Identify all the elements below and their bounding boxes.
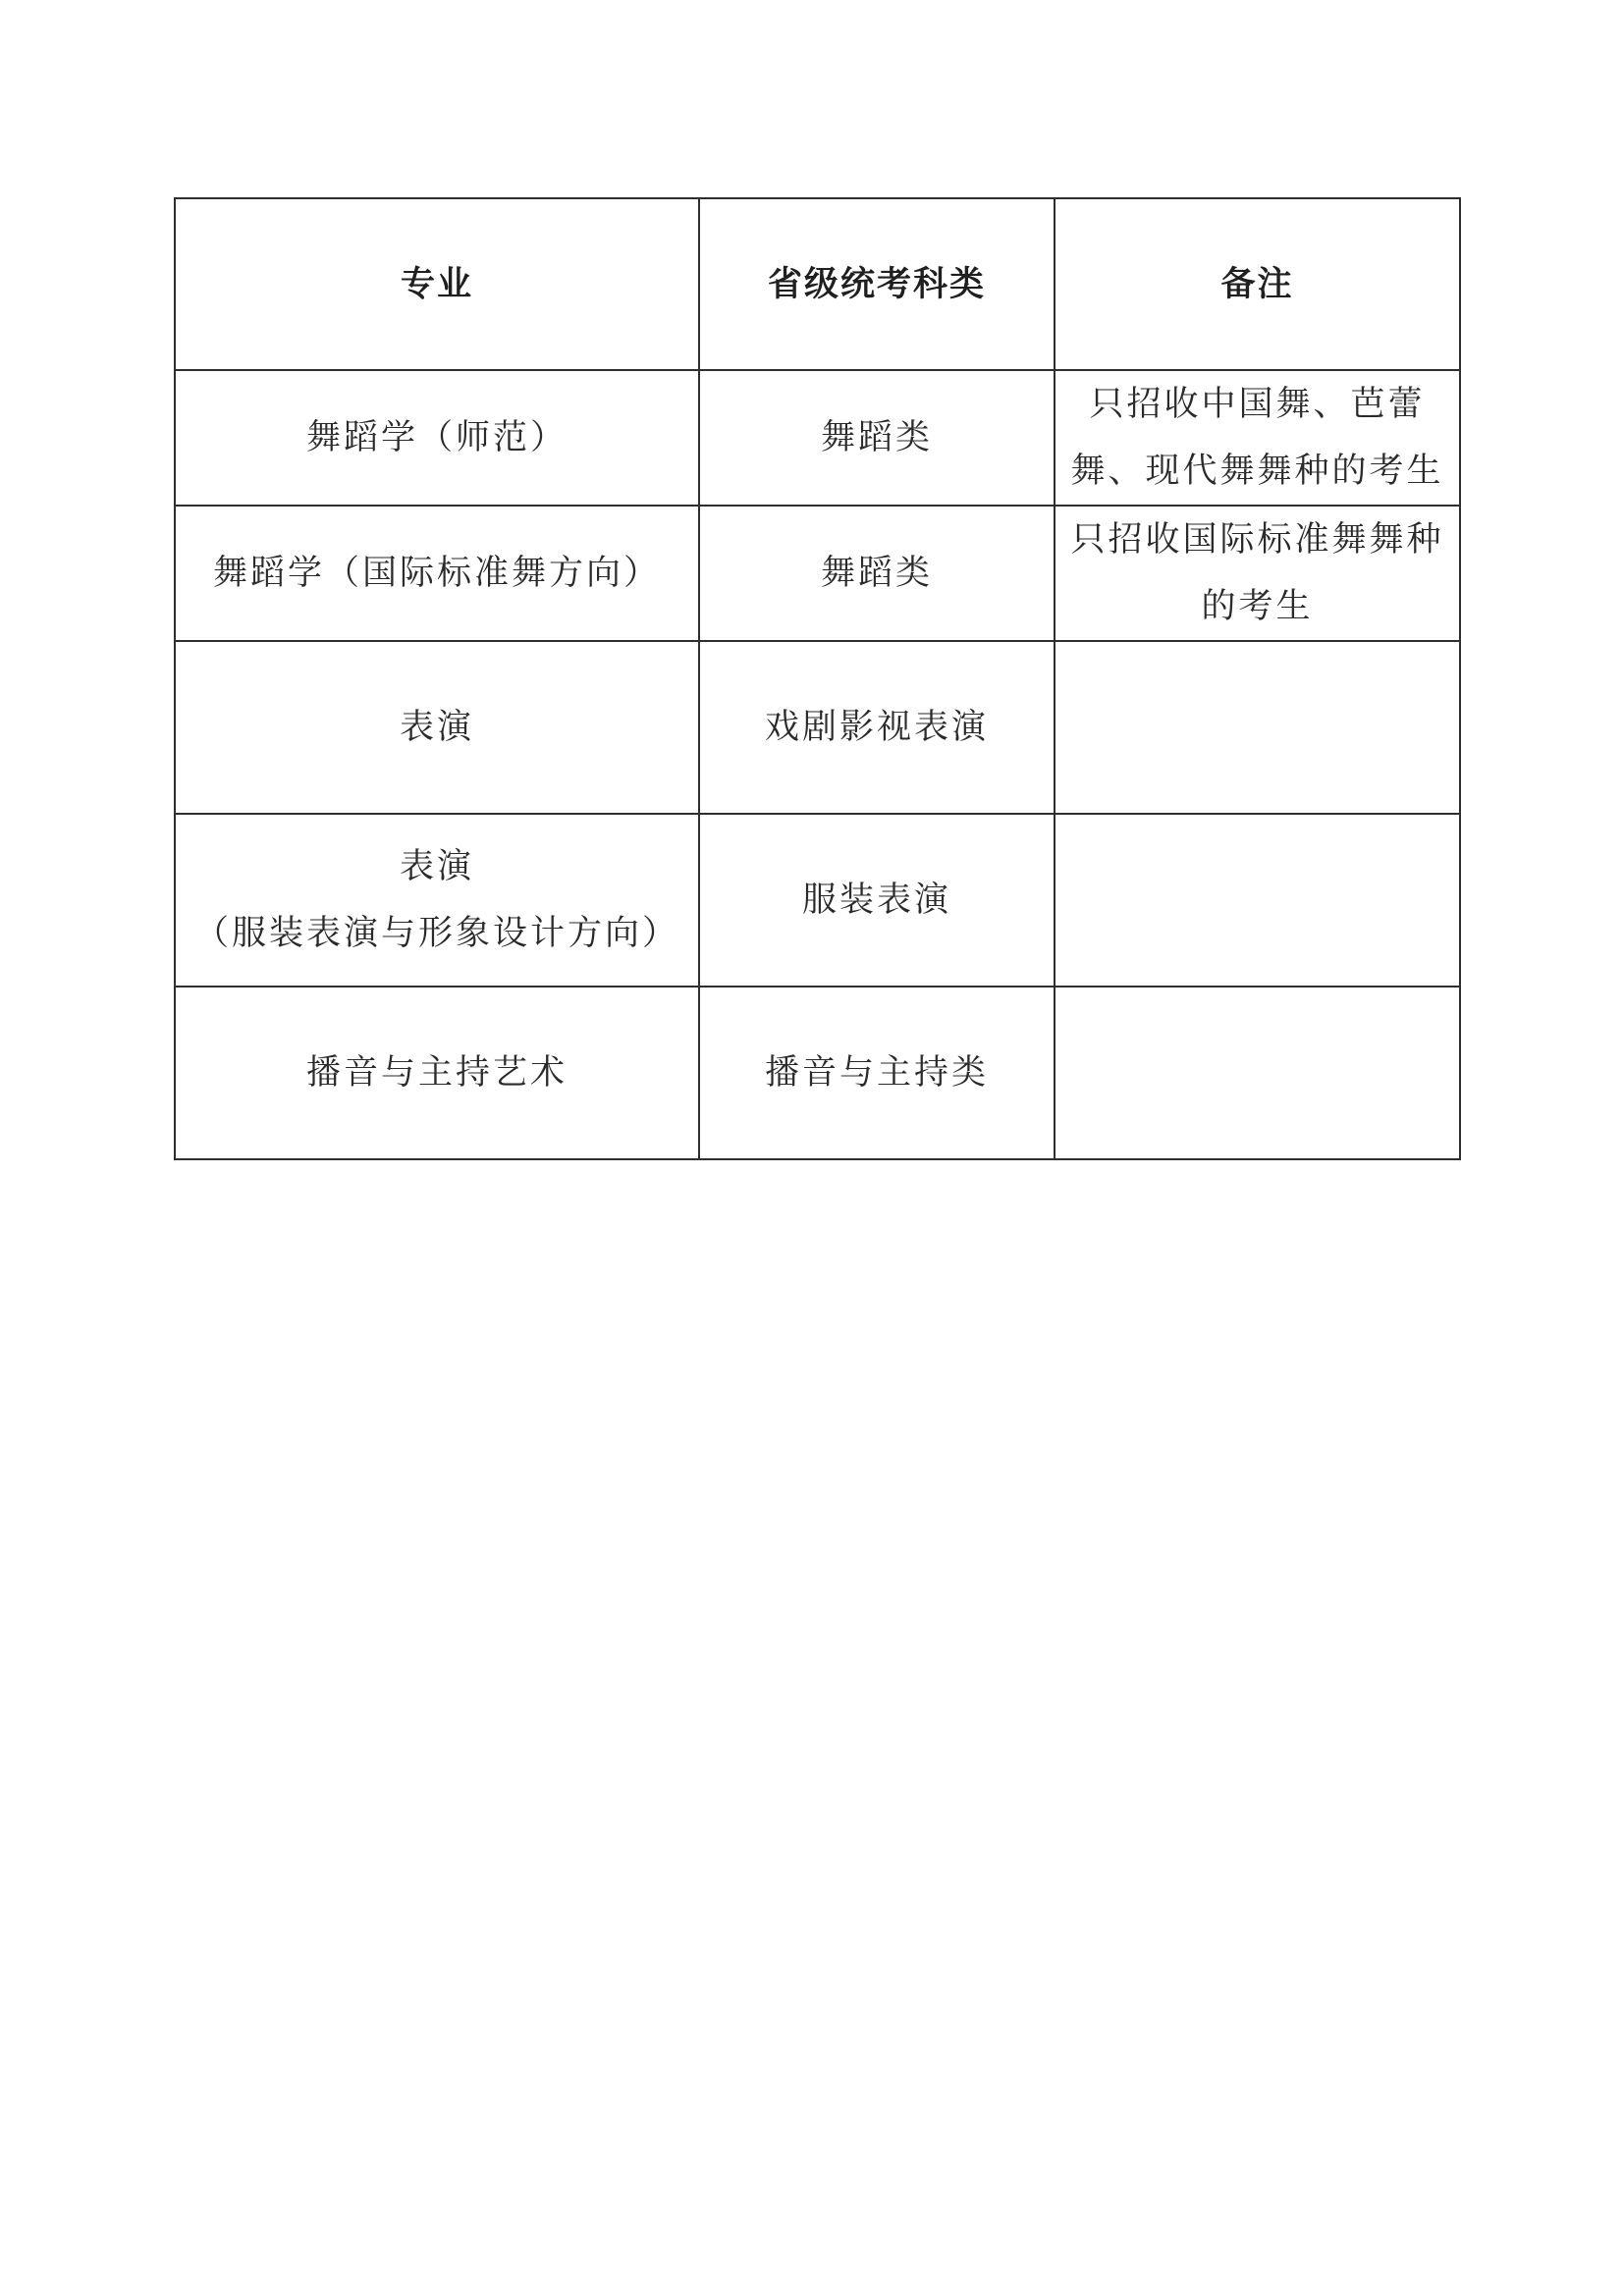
majors-table <box>174 197 1461 1160</box>
cell-major: 舞蹈学（国际标准舞方向） <box>175 506 699 641</box>
cell-major: 播音与主持艺术 <box>175 987 699 1159</box>
cell-major <box>175 814 699 987</box>
cell-note: 只招收中国舞、芭蕾舞、现代舞舞种的考生 <box>1055 370 1460 506</box>
cell-major: 舞蹈学（师范） <box>175 370 699 506</box>
cell-note <box>1055 814 1460 987</box>
cell-note <box>1055 641 1460 814</box>
table-row <box>175 814 1460 987</box>
cell-note <box>1055 987 1460 1159</box>
cell-category: 舞蹈类 <box>699 506 1055 641</box>
cell-category: 服装表演 <box>699 814 1055 987</box>
cell-category: 舞蹈类 <box>699 370 1055 506</box>
cell-major: 表演 <box>175 641 699 814</box>
table-row <box>175 370 1460 506</box>
table-row <box>175 987 1460 1159</box>
header-category: 省级统考科类 <box>699 198 1055 370</box>
cell-major-line1: 表演 <box>399 847 474 886</box>
table-row <box>175 506 1460 641</box>
cell-major-line2: （服装表演与形象设计方向） <box>193 914 679 953</box>
header-note: 备注 <box>1055 198 1460 370</box>
cell-category: 戏剧影视表演 <box>699 641 1055 814</box>
cell-note: 只招收国际标准舞舞种的考生 <box>1055 506 1460 641</box>
table-row <box>175 641 1460 814</box>
table-header-row <box>175 198 1460 370</box>
cell-category: 播音与主持类 <box>699 987 1055 1159</box>
header-major: 专业 <box>175 198 699 370</box>
